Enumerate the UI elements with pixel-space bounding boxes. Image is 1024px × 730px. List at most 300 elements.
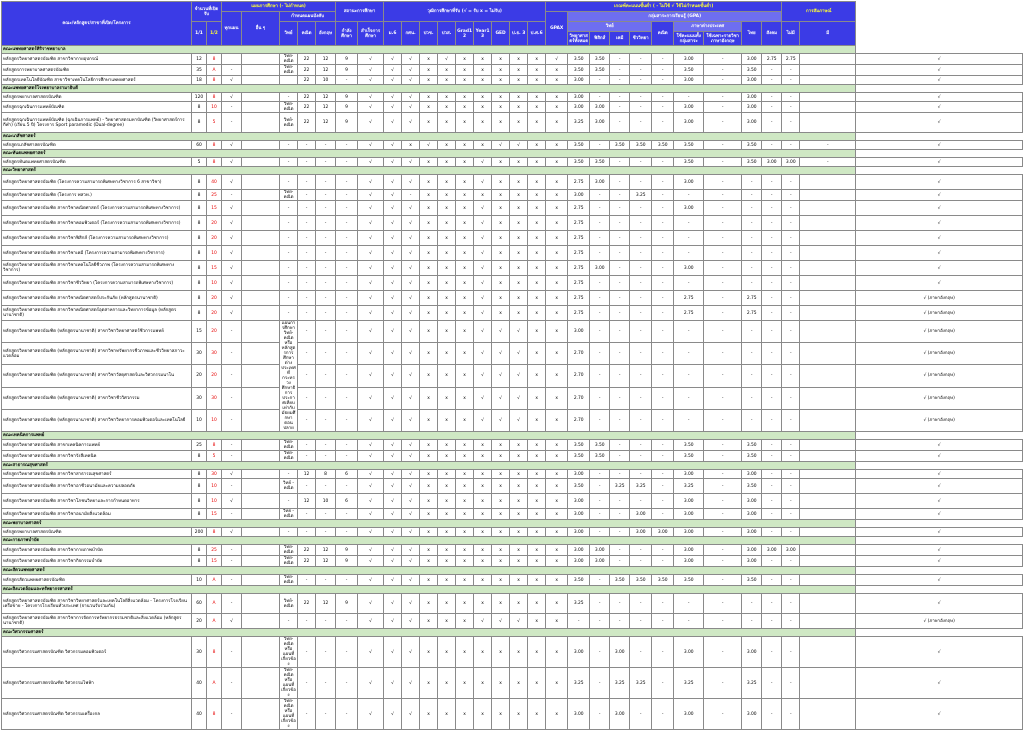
table-cell: - <box>336 614 358 629</box>
table-cell: x <box>420 637 438 668</box>
table-cell: - <box>704 291 742 306</box>
table-cell: - <box>590 306 610 321</box>
table-cell: - <box>782 556 800 567</box>
table-cell: x <box>456 668 474 699</box>
table-cell: √ <box>358 291 384 306</box>
table-cell <box>242 158 280 167</box>
table-cell: x <box>546 494 568 509</box>
table-cell: x <box>438 102 456 113</box>
table-cell: x <box>420 440 438 451</box>
table-cell: √ <box>402 76 420 85</box>
table-cell: 3.00 <box>674 637 704 668</box>
program-name: หลักสูตรวิศวกรรมศาสตรบัณฑิต วิศวกรรมไฟฟ้า <box>2 668 192 699</box>
table-cell: x <box>456 451 474 462</box>
table-cell: 8 <box>192 113 207 133</box>
table-cell: √ <box>358 470 384 479</box>
table-cell: - <box>316 201 336 216</box>
table-cell: √ <box>420 141 438 150</box>
table-cell: - <box>704 201 742 216</box>
table-cell: √ <box>474 246 492 261</box>
table-cell: - <box>782 451 800 462</box>
table-cell: x <box>492 76 510 85</box>
table-cell: √ <box>402 387 420 409</box>
table-cell: - <box>336 637 358 668</box>
table-cell: x <box>456 545 474 556</box>
table-cell: √ <box>384 93 402 102</box>
table-cell: √ <box>492 409 510 431</box>
table-cell: - <box>336 276 358 291</box>
table-cell: 10 <box>207 276 222 291</box>
table-cell: - <box>222 575 242 586</box>
table-cell: √ <box>384 494 402 509</box>
table-cell: x <box>474 141 492 150</box>
table-cell: - <box>590 614 610 629</box>
table-cell: - <box>610 158 630 167</box>
faculty-section-row <box>2 586 1023 594</box>
table-cell: - <box>222 637 242 668</box>
table-cell: √ <box>474 343 492 365</box>
table-cell: x <box>510 451 528 462</box>
table-cell <box>242 141 280 150</box>
table-cell: - <box>762 321 782 343</box>
table-cell <box>242 216 280 231</box>
table-cell: 8 <box>207 76 222 85</box>
table-cell: - <box>316 528 336 537</box>
table-cell: 3.00 <box>742 54 762 65</box>
table-cell: 60 <box>192 141 207 150</box>
table-cell: วิทย์-คณิต <box>280 65 298 76</box>
table-cell: - <box>652 343 674 365</box>
table-cell: x <box>456 291 474 306</box>
table-cell: √ <box>856 276 1023 291</box>
table-cell: x <box>546 65 568 76</box>
table-cell: - <box>762 216 782 231</box>
table-cell: - <box>704 343 742 365</box>
table-row <box>2 54 1023 65</box>
table-cell: x <box>438 93 456 102</box>
table-cell: √ <box>856 216 1023 231</box>
table-cell: - <box>222 545 242 556</box>
table-cell: x <box>474 76 492 85</box>
table-cell: - <box>762 440 782 451</box>
table-cell: - <box>610 276 630 291</box>
table-cell: x <box>546 261 568 276</box>
table-cell: x <box>492 594 510 614</box>
table-cell <box>242 387 280 409</box>
table-row <box>2 175 1023 190</box>
table-cell: 3.00 <box>742 494 762 509</box>
table-cell: 3.00 <box>568 102 590 113</box>
table-cell: x <box>438 545 456 556</box>
table-cell: 3.25 <box>630 479 652 494</box>
table-cell: - <box>298 158 316 167</box>
table-cell: x <box>492 545 510 556</box>
table-cell: - <box>590 575 610 586</box>
table-cell: √ <box>474 175 492 190</box>
table-cell: x <box>438 556 456 567</box>
table-cell: 8 <box>207 699 222 730</box>
plan-math-header: คณิต <box>298 22 316 46</box>
table-cell: - <box>336 246 358 261</box>
table-cell: 3.50 <box>674 440 704 451</box>
table-cell: - <box>630 65 652 76</box>
table-cell: √ <box>402 261 420 276</box>
table-cell: - <box>630 387 652 409</box>
table-cell <box>800 291 856 306</box>
table-cell: x <box>438 614 456 629</box>
table-cell: √ (ภาษาอังกฤษ) <box>856 387 1023 409</box>
table-row <box>2 409 1023 431</box>
table-cell: 15 <box>207 556 222 567</box>
table-cell: 3.00 <box>674 175 704 190</box>
table-cell: - <box>704 231 742 246</box>
table-cell: 10 <box>207 494 222 509</box>
table-cell: - <box>630 291 652 306</box>
table-cell: A <box>207 575 222 586</box>
table-cell: x <box>528 76 546 85</box>
table-cell: - <box>610 102 630 113</box>
table-cell: √ <box>856 637 1023 668</box>
table-cell: วิทย์ - คณิต <box>280 479 298 494</box>
table-cell: 8 <box>192 102 207 113</box>
table-cell: - <box>298 276 316 291</box>
table-cell: - <box>610 190 630 201</box>
table-cell: √ <box>358 113 384 133</box>
table-cell: - <box>280 528 298 537</box>
table-cell: 3.00 <box>568 545 590 556</box>
table-cell: 20 <box>207 306 222 321</box>
table-cell: - <box>610 93 630 102</box>
table-cell: - <box>336 291 358 306</box>
table-cell: x <box>492 668 510 699</box>
table-cell: √ <box>492 321 510 343</box>
table-cell: x <box>546 175 568 190</box>
table-cell: x <box>420 668 438 699</box>
table-cell: - <box>674 409 704 431</box>
table-cell: - <box>762 343 782 365</box>
table-cell: x <box>510 556 528 567</box>
table-cell: - <box>704 387 742 409</box>
table-cell: - <box>674 276 704 291</box>
table-cell: x <box>420 387 438 409</box>
program-name: หลักสูตรวิทยาศาสตรบัณฑิต (หลักสูตรนานาชาติ) สาขาวิชาวัสดุศาสตร์และวิศวกรรมนาโน <box>2 365 192 387</box>
table-cell: x <box>528 102 546 113</box>
table-cell: - <box>652 614 674 629</box>
table-cell: - <box>316 699 336 730</box>
table-cell: x <box>492 216 510 231</box>
table-cell: 3.50 <box>742 479 762 494</box>
table-cell: - <box>762 528 782 537</box>
faculty-section-row <box>2 432 1023 440</box>
table-cell: √ <box>358 175 384 190</box>
table-cell: - <box>336 575 358 586</box>
table-cell: 9 <box>336 594 358 614</box>
table-cell: - <box>222 440 242 451</box>
table-cell: 9 <box>336 545 358 556</box>
table-cell: x <box>528 575 546 586</box>
table-cell <box>242 261 280 276</box>
table-cell: 3.00 <box>742 699 762 730</box>
table-cell: √ <box>402 291 420 306</box>
table-cell: √ <box>358 158 384 167</box>
table-cell: √ <box>474 231 492 246</box>
table-cell: - <box>630 556 652 567</box>
table-cell: 9 <box>336 556 358 567</box>
table-cell: x <box>456 494 474 509</box>
table-cell: - <box>336 216 358 231</box>
table-cell: √ (ภาษาอังกฤษ) <box>856 306 1023 321</box>
table-cell: 8 <box>192 509 207 520</box>
table-cell: 3.00 <box>568 190 590 201</box>
table-cell: 22 <box>298 545 316 556</box>
table-cell: √ <box>856 494 1023 509</box>
table-cell <box>242 113 280 133</box>
table-cell: 12 <box>316 54 336 65</box>
table-cell: 3.50 <box>652 141 674 150</box>
table-cell: - <box>298 699 316 730</box>
table-cell: x <box>528 637 546 668</box>
table-cell: - <box>782 321 800 343</box>
table-cell: 2.75 <box>568 261 590 276</box>
table-cell: 3.00 <box>742 102 762 113</box>
table-cell: x <box>528 387 546 409</box>
table-cell: 3.00 <box>674 76 704 85</box>
table-cell: 3.50 <box>568 479 590 494</box>
table-cell: 5 <box>192 158 207 167</box>
table-cell: 3.00 <box>674 201 704 216</box>
table-cell: - <box>762 614 782 629</box>
table-cell: √ <box>402 93 420 102</box>
table-header <box>2 2 1023 46</box>
table-cell: 3.00 <box>568 509 590 520</box>
table-cell: x <box>546 668 568 699</box>
table-cell: √ <box>358 668 384 699</box>
table-cell: - <box>402 190 420 201</box>
table-cell: - <box>762 246 782 261</box>
table-cell: 3.25 <box>610 668 630 699</box>
table-cell: x <box>474 699 492 730</box>
table-cell: x <box>474 93 492 102</box>
table-cell <box>242 575 280 586</box>
table-cell <box>242 321 280 343</box>
table-cell: - <box>782 201 800 216</box>
faculty-name: คณะสาธารณสุขศาสตร์ <box>2 462 856 470</box>
table-cell <box>800 261 856 276</box>
table-row <box>2 291 1023 306</box>
table-cell: x <box>528 528 546 537</box>
table-cell: - <box>316 246 336 261</box>
table-cell: - <box>630 409 652 431</box>
table-cell: - <box>782 76 800 85</box>
table-cell: - <box>336 509 358 520</box>
table-cell: 3.50 <box>742 65 762 76</box>
table-cell: 8 <box>192 479 207 494</box>
table-cell: - <box>704 451 742 462</box>
table-cell: - <box>652 54 674 65</box>
table-cell: x <box>510 699 528 730</box>
table-cell: √ <box>402 201 420 216</box>
table-cell: x <box>420 76 438 85</box>
table-cell: √ <box>402 479 420 494</box>
faculty-section-row <box>2 150 1023 158</box>
table-cell: - <box>674 190 704 201</box>
table-cell: - <box>298 306 316 321</box>
table-cell: x <box>510 102 528 113</box>
table-cell <box>800 76 856 85</box>
table-body <box>2 46 1023 730</box>
table-cell: x <box>420 276 438 291</box>
table-cell: 3.50 <box>674 158 704 167</box>
table-cell <box>242 231 280 246</box>
table-cell: 25 <box>192 440 207 451</box>
table-cell: 8 <box>192 216 207 231</box>
table-row <box>2 365 1023 387</box>
table-cell: 12 <box>298 470 316 479</box>
table-cell: x <box>510 494 528 509</box>
table-cell: - <box>298 321 316 343</box>
table-cell: 3.00 <box>674 470 704 479</box>
table-cell: 3.00 <box>630 509 652 520</box>
table-cell: - <box>336 451 358 462</box>
table-cell: √ <box>384 231 402 246</box>
table-cell: - <box>610 231 630 246</box>
table-cell: x <box>474 113 492 133</box>
table-cell: - <box>590 246 610 261</box>
table-cell: 22 <box>298 93 316 102</box>
program-name: หลักสูตรวิทยาศาสตรบัณฑิต (หลักสูตรนานาชาติ) สาขาวิชาชีววิศวกรรม <box>2 387 192 409</box>
table-cell: - <box>590 201 610 216</box>
table-cell: - <box>222 65 242 76</box>
table-cell: √ <box>384 409 402 431</box>
table-cell: x <box>492 470 510 479</box>
table-cell: 3.00 <box>652 528 674 537</box>
table-cell: x <box>456 276 474 291</box>
table-cell: √ <box>856 201 1023 216</box>
table-cell: x <box>420 54 438 65</box>
table-cell: 22 <box>298 65 316 76</box>
table-cell: 3.00 <box>568 699 590 730</box>
table-cell: 8 <box>192 556 207 567</box>
table-cell: - <box>280 291 298 306</box>
table-cell: - <box>222 509 242 520</box>
table-cell: √ <box>510 409 528 431</box>
table-cell: - <box>762 306 782 321</box>
program-name: หลักสูตรวิทยาศาสตรบัณฑิต สาขาวิชากิจกรรมบำบัด <box>2 556 192 567</box>
table-cell: - <box>610 261 630 276</box>
table-cell: x <box>510 216 528 231</box>
seats-round-2-header: 1/2 <box>207 22 222 46</box>
table-cell: - <box>652 594 674 614</box>
table-cell: √ <box>510 614 528 629</box>
table-cell: - <box>630 216 652 231</box>
table-cell: - <box>280 93 298 102</box>
table-row <box>2 65 1023 76</box>
table-cell: - <box>782 343 800 365</box>
table-cell: 3.50 <box>742 158 762 167</box>
table-cell: - <box>610 175 630 190</box>
table-cell: - <box>630 343 652 365</box>
table-cell: √ <box>856 190 1023 201</box>
table-cell: 3.00 <box>674 699 704 730</box>
table-cell: - <box>298 175 316 190</box>
table-cell: x <box>438 158 456 167</box>
table-row <box>2 528 1023 537</box>
program-name: หลักสูตรการพยาบาลศาสตรบัณฑิต <box>2 65 192 76</box>
table-cell: - <box>782 699 800 730</box>
table-cell: √ <box>222 76 242 85</box>
table-cell: 3.00 <box>762 158 782 167</box>
table-cell: x <box>438 175 456 190</box>
table-cell: - <box>336 175 358 190</box>
required-plan-header: กำหนดแผนบังคับ <box>280 12 336 22</box>
table-cell: x <box>546 699 568 730</box>
table-cell: √ <box>492 365 510 387</box>
seats-round-1-header: 1/1 <box>192 22 207 46</box>
table-cell: x <box>474 54 492 65</box>
table-cell: √ <box>402 440 420 451</box>
table-cell: - <box>762 509 782 520</box>
science-group-header: วิทย์ <box>568 22 652 32</box>
table-cell: 30 <box>207 387 222 409</box>
table-cell: √ <box>384 387 402 409</box>
table-cell <box>242 494 280 509</box>
table-row <box>2 113 1023 133</box>
table-cell: x <box>546 231 568 246</box>
table-row <box>2 190 1023 201</box>
table-cell: - <box>704 479 742 494</box>
table-cell: - <box>704 76 742 85</box>
program-name: หลักสูตรวิทยาศาสตรบัณฑิต สาขาวิชาสาธารณสุขศาสตร์ <box>2 470 192 479</box>
table-cell: x <box>492 440 510 451</box>
table-cell: - <box>742 175 762 190</box>
table-cell: - <box>782 470 800 479</box>
table-cell: x <box>546 409 568 431</box>
table-cell: 3.50 <box>610 141 630 150</box>
table-cell: 20 <box>207 231 222 246</box>
table-cell: 3.00 <box>742 76 762 85</box>
table-cell: - <box>222 102 242 113</box>
table-cell: √ <box>358 528 384 537</box>
table-cell: - <box>704 306 742 321</box>
table-cell: 3.25 <box>630 190 652 201</box>
table-cell: 3.50 <box>568 65 590 76</box>
table-row <box>2 494 1023 509</box>
table-cell: √ <box>474 321 492 343</box>
table-cell: - <box>762 409 782 431</box>
program-name: หลักสูตรวิทยาศาสตรบัณฑิต (โครงการ พสวท.) <box>2 190 192 201</box>
table-cell: √ <box>856 699 1023 730</box>
table-cell: - <box>652 102 674 113</box>
table-cell: - <box>316 509 336 520</box>
table-cell <box>242 556 280 567</box>
table-cell: x <box>492 306 510 321</box>
table-cell: x <box>420 216 438 231</box>
table-cell: 8 <box>207 54 222 65</box>
table-cell: - <box>280 261 298 276</box>
table-cell: x <box>438 440 456 451</box>
table-cell <box>242 594 280 614</box>
table-cell: 3.00 <box>742 528 762 537</box>
table-cell: - <box>782 509 800 520</box>
table-cell: - <box>316 451 336 462</box>
table-cell: x <box>474 190 492 201</box>
table-cell: √ <box>384 440 402 451</box>
table-cell: √ <box>358 637 384 668</box>
table-cell: x <box>456 102 474 113</box>
table-cell: 3.00 <box>568 528 590 537</box>
table-cell: 3.50 <box>590 158 610 167</box>
table-cell: √ <box>492 141 510 150</box>
